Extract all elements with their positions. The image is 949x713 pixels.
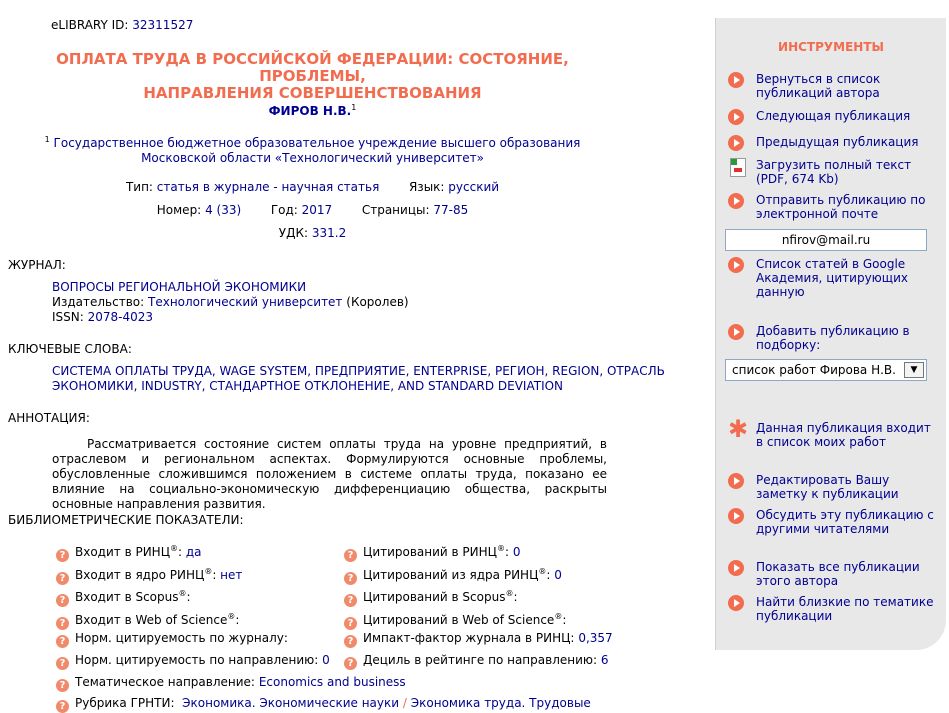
- metric-value: 6: [600, 653, 609, 667]
- elibrary-id-link[interactable]: 32311527: [132, 18, 194, 32]
- udc-row: УДК: 331.2: [278, 226, 347, 240]
- abstract-text: Рассматривается состояние систем оплаты труда на уровне предприятий, в отраслевом и региональном аспектах. Формулируются основные проблемы, обусловленные сложившимся положением в системе оплаты труда, показано ее влияние на социально-экономическую дифференциацию общества, раскрыты основные направления развития.: [52, 437, 607, 511]
- metric-value: 0,357: [578, 631, 613, 645]
- grnti-link[interactable]: Экономика труда. Трудовые: [410, 696, 591, 710]
- help-icon[interactable]: ?: [56, 635, 69, 648]
- keywords-block: [52, 364, 665, 394]
- biblio-metric: ? Входит в ядро РИНЦ®: нет: [56, 565, 242, 585]
- affiliation-link[interactable]: Государственное бюджетное образовательное учреждение высшего образования Московской области «Технологический университет»: [53, 136, 581, 165]
- play-arrow-icon: [728, 473, 744, 489]
- biblio-metric: ? Цитирований из ядра РИНЦ®: 0: [344, 565, 562, 585]
- journal-block: ВОПРОСЫ РЕГИОНАЛЬНОЙ ЭКОНОМИКИ Издательство: Технологический университет (Королев) ISSN: 2078-4023: [52, 280, 409, 324]
- play-arrow-icon: [728, 109, 744, 125]
- type-value: статья в журнале - научная статья: [156, 180, 380, 194]
- grnti-rubric: ? Рубрика ГРНТИ: Экономика. Экономические науки / Экономика труда. Трудовые: [56, 696, 591, 713]
- biblio-metric: ? Цитирований в Web of Science®:: [344, 610, 566, 630]
- article-title: ОПЛАТА ТРУДА В РОССИЙСКОЙ ФЕДЕРАЦИИ: СОСТОЯНИЕ, ПРОБЛЕМЫ, НАПРАВЛЕНИЯ СОВЕРШЕНСТВОВАНИЯ: [56, 50, 569, 102]
- year-value: 2017: [301, 203, 333, 217]
- issn-value: 2078-4023: [87, 310, 154, 324]
- issue-year-pages-row: Номер: 4 (33) Год: 2017 Страницы: 77-85: [156, 203, 469, 217]
- tools-sidebar: ИНСТРУМЕНТЫ Вернуться в список публикаций автора Следующая публикация Предыдущая публикация Загрузить полный текст (PDF, 674 Kb) Отправить публикацию по электронной почте nfirov@mail.ru Список статей в Google Академия, цитирующих данную Добавить публикацию в подборку: список работ Фирова Н.В. ▼ ✱ Данная публикация входит в список моих работ Редактировать Вашу заметку к публикации Обсудить эту публикацию с другими читателями Показать все публикации этого автора Найти близкие по тематике публикации: [715, 18, 946, 650]
- biblio-metric: ? Норм. цитируемость по направлению: 0: [56, 653, 330, 670]
- play-arrow-icon: [728, 193, 744, 209]
- metric-value[interactable]: да: [185, 545, 202, 559]
- biblio-metric: ? Дециль в рейтинге по направлению: 6: [344, 653, 609, 670]
- help-icon[interactable]: ?: [344, 657, 357, 670]
- help-icon[interactable]: ?: [344, 549, 357, 562]
- play-arrow-icon: [728, 72, 744, 88]
- asterisk-icon: ✱: [728, 415, 749, 443]
- lang-value: русский: [448, 180, 500, 194]
- metric-value[interactable]: 0: [554, 568, 562, 582]
- publisher-link[interactable]: Технологический университет: [148, 295, 343, 309]
- author: ФИРОВ Н.В.$^1$: [268, 103, 357, 118]
- biblio-metric: ? Входит в Web of Science®:: [56, 610, 239, 630]
- help-icon[interactable]: ?: [56, 594, 69, 607]
- play-arrow-icon: [728, 324, 744, 340]
- biblio-section-title: БИБЛИОМЕТРИЧЕСКИЕ ПОКАЗАТЕЛИ:: [8, 513, 244, 527]
- journal-section-title: ЖУРНАЛ:: [8, 258, 66, 272]
- help-icon[interactable]: ?: [56, 572, 69, 585]
- help-icon[interactable]: ?: [56, 657, 69, 670]
- thematic-link[interactable]: Economics and business: [258, 675, 406, 689]
- keywords-line[interactable]: СИСТЕМА ОПЛАТЫ ТРУДА, WAGE SYSTEM, ПРЕДПРИЯТИЕ, ENTERPRISE, РЕГИОН, REGION, ОТРАСЛЬ: [52, 364, 665, 378]
- thematic-direction: ? Тематическое направление: Economics and business: [56, 675, 406, 692]
- pages-value: 77-85: [433, 203, 469, 217]
- biblio-metric: ? Импакт-фактор журнала в РИНЦ: 0,357: [344, 631, 613, 648]
- metric-value: 0: [322, 653, 330, 667]
- chevron-down-icon[interactable]: ▼: [904, 362, 924, 378]
- play-arrow-icon: [728, 135, 744, 151]
- biblio-metric: ? Цитирований в РИНЦ®: 0: [344, 542, 521, 562]
- biblio-metric: ? Входит в Scopus®:: [56, 587, 191, 607]
- help-icon[interactable]: ?: [56, 617, 69, 630]
- udc-value: 331.2: [311, 226, 347, 240]
- journal-link[interactable]: ВОПРОСЫ РЕГИОНАЛЬНОЙ ЭКОНОМИКИ: [52, 280, 307, 294]
- abstract-section-title: АННОТАЦИЯ:: [8, 411, 90, 425]
- help-icon[interactable]: ?: [344, 617, 357, 630]
- issue-link[interactable]: 4 (33): [205, 203, 242, 217]
- metric-value[interactable]: 0: [512, 545, 521, 559]
- help-icon[interactable]: ?: [56, 700, 69, 713]
- play-arrow-icon: [728, 257, 744, 273]
- email-field[interactable]: nfirov@mail.ru: [725, 229, 927, 251]
- play-arrow-icon: [728, 595, 744, 611]
- biblio-metric: ? Цитирований в Scopus®:: [344, 587, 518, 607]
- pdf-file-icon: [730, 158, 746, 177]
- biblio-metric: ? Норм. цитируемость по журналу:: [56, 631, 288, 648]
- metric-value[interactable]: нет: [220, 568, 243, 582]
- sidebar-title: ИНСТРУМЕНТЫ: [778, 40, 884, 54]
- affiliation: $^1$ Государственное бюджетное образовательное учреждение высшего образования Московской области «Технологический университет»: [44, 135, 581, 165]
- help-icon[interactable]: ?: [56, 679, 69, 692]
- type-lang-row: Тип: статья в журнале - научная статья Язык: русский: [125, 180, 500, 194]
- keywords-section-title: КЛЮЧЕВЫЕ СЛОВА:: [8, 342, 132, 356]
- grnti-link[interactable]: Экономика. Экономические науки: [182, 696, 400, 710]
- play-arrow-icon: [728, 508, 744, 524]
- play-arrow-icon: [728, 560, 744, 576]
- collection-select[interactable]: список работ Фирова Н.В. ▼: [725, 359, 927, 381]
- help-icon[interactable]: ?: [344, 572, 357, 585]
- keywords-line[interactable]: ЭКОНОМИКИ, INDUSTRY, СТАНДАРТНОЕ ОТКЛОНЕНИЕ, AND STANDARD DEVIATION: [52, 379, 564, 393]
- elibrary-id: eLIBRARY ID: 32311527: [51, 18, 194, 32]
- help-icon[interactable]: ?: [344, 635, 357, 648]
- author-link[interactable]: ФИРОВ Н.В.: [268, 104, 352, 118]
- help-icon[interactable]: ?: [344, 594, 357, 607]
- help-icon[interactable]: ?: [56, 549, 69, 562]
- biblio-metric: ? Входит в РИНЦ®: да: [56, 542, 202, 562]
